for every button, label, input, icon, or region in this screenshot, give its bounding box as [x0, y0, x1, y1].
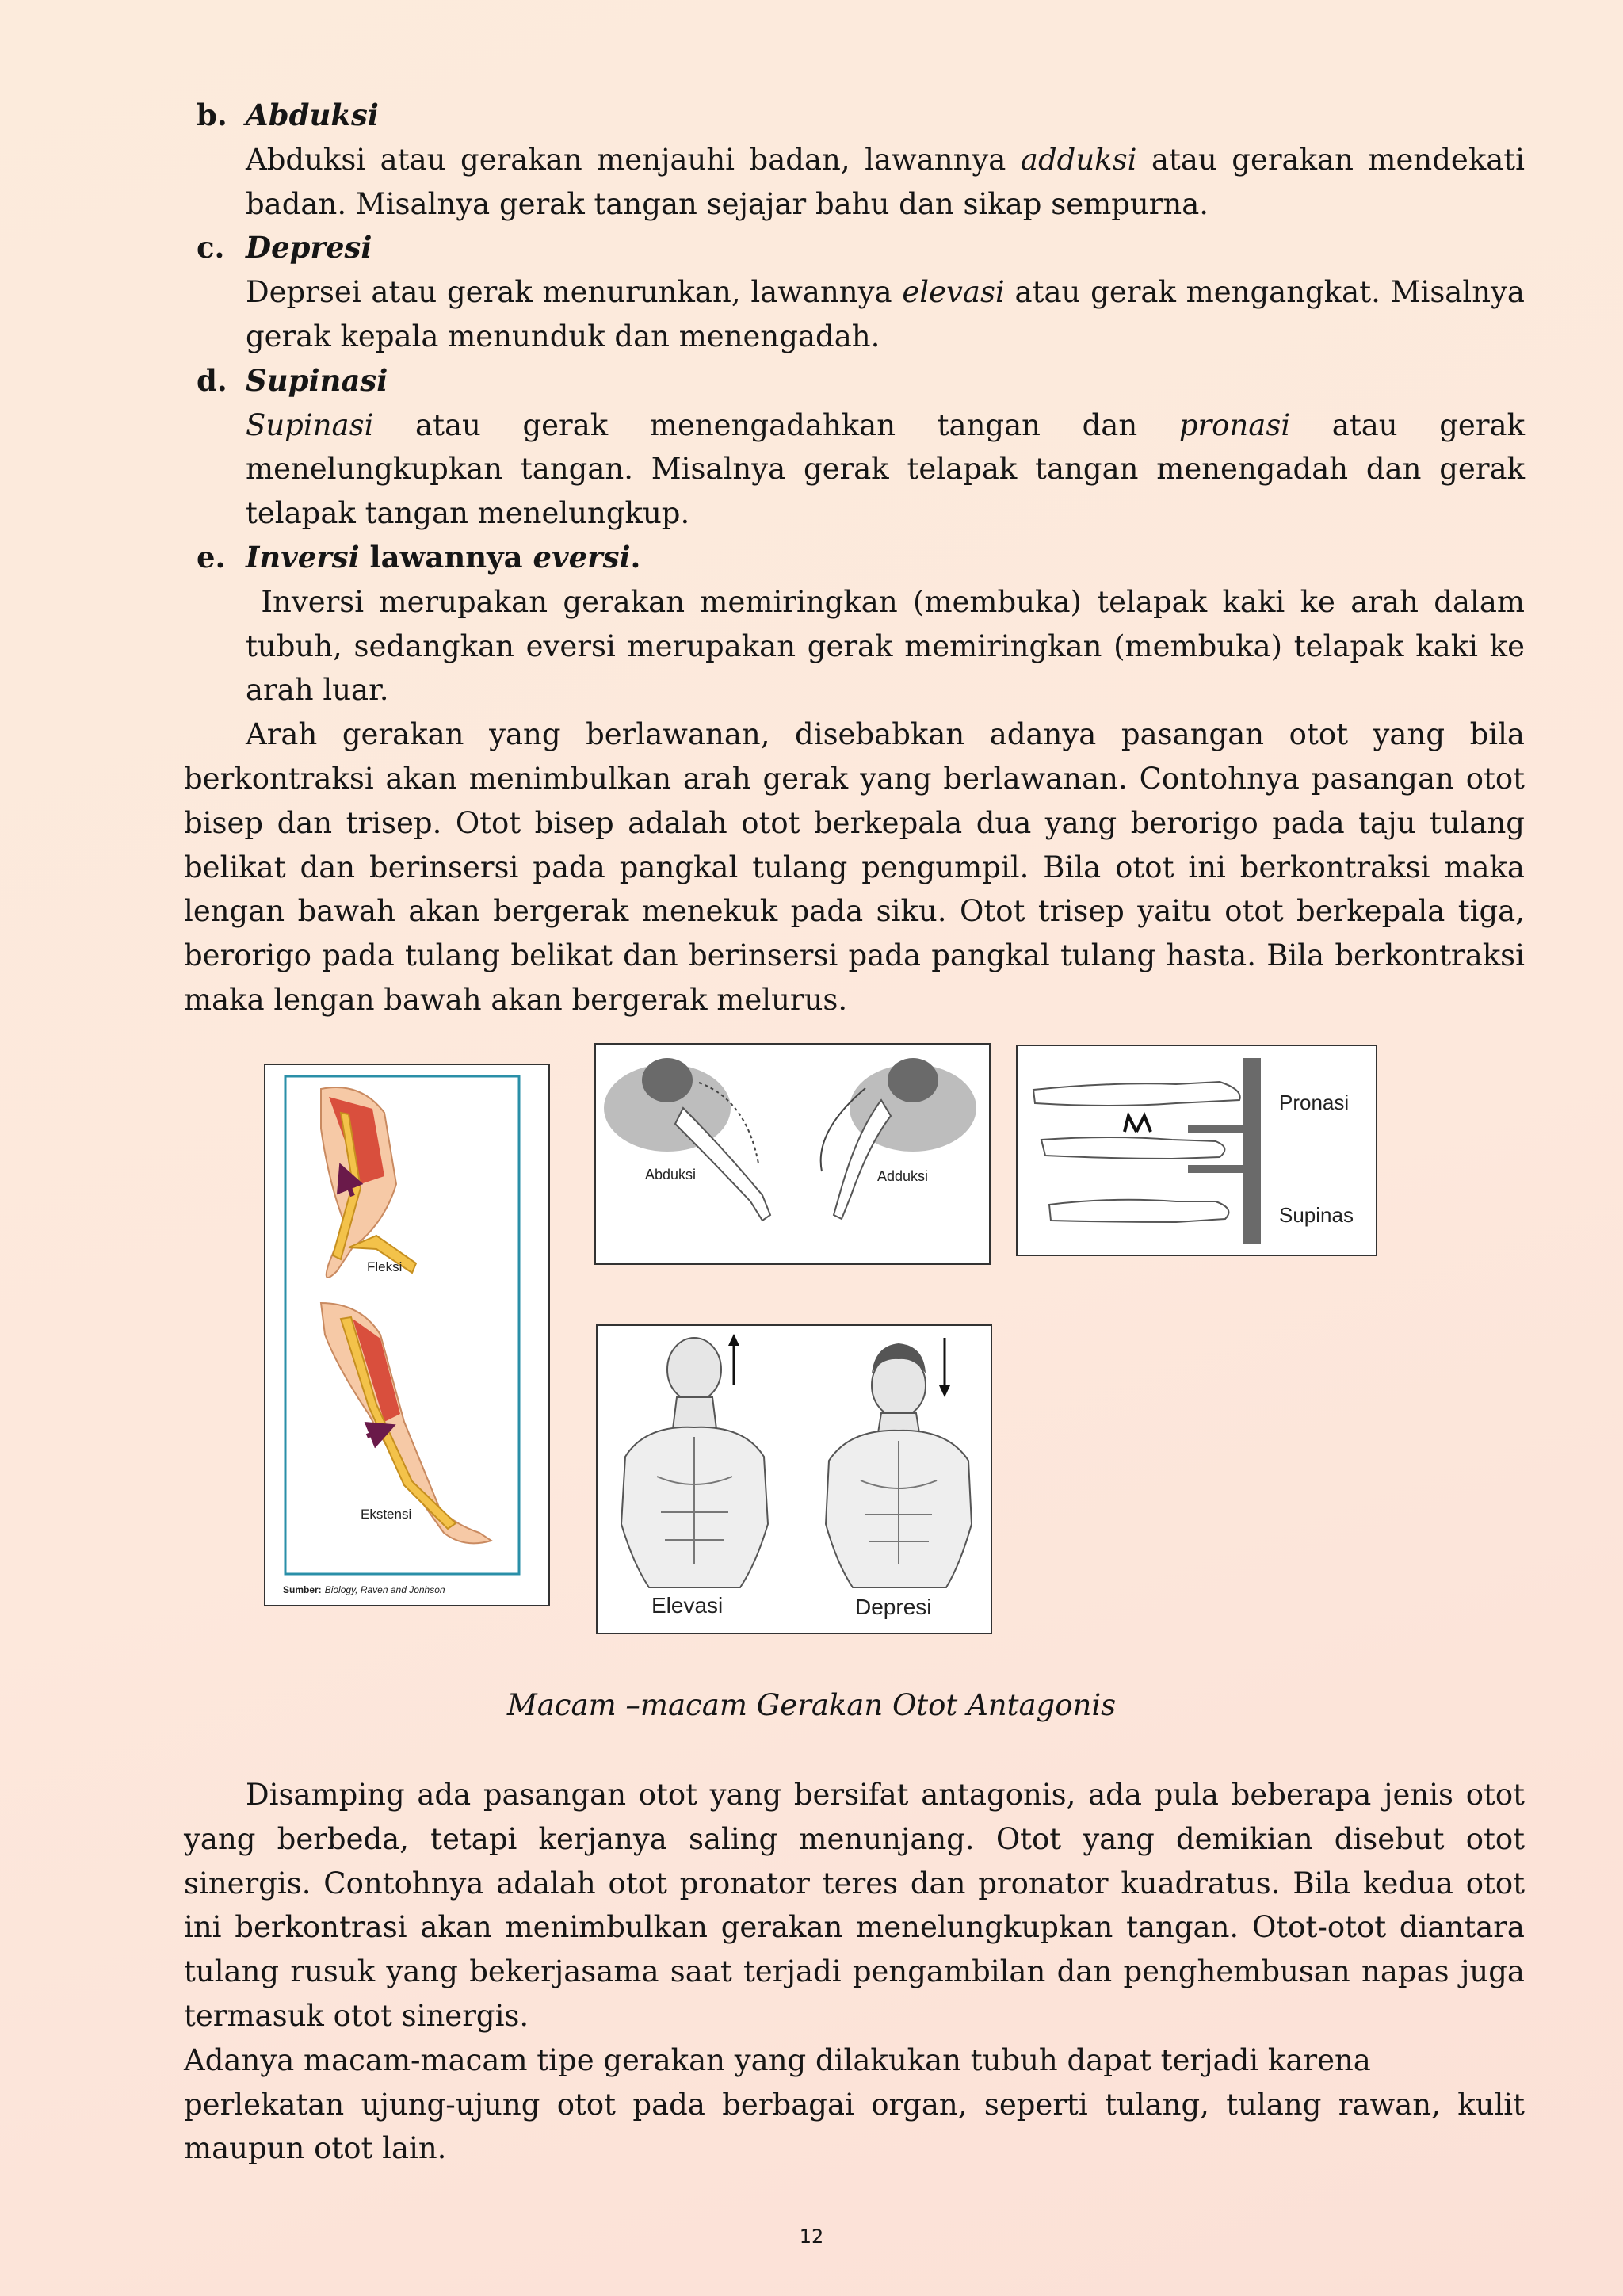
arm-illustration	[596, 1045, 989, 1263]
wall-bar	[1243, 1058, 1261, 1244]
italic-term: elevasi	[902, 275, 1005, 310]
paragraph-antagonis: Arah gerakan yang berlawanan, disebabkan adanya pasangan otot yang bila berkontraksi akan menimbulkan arah gerak yang berlawanan. Contohnya pasangan otot bisep dan trisep. Otot bisep adalah otot berkepala dua yang berorigo pada taju tulang belikat dan berinsersi pada pangkal tulang pengumpil. Bila otot ini berkontraksi maka lengan bawah akan bergerak menekuk pada siku. Otot trisep yaitu otot berkepala tiga, berorigo pada tulang belikat dan berinsersi pada pangkal tulang hasta. Bila berkontraksi maka lengan bawah akan bergerak melurus.	[184, 717, 1525, 1017]
label-adduksi: Adduksi	[877, 1168, 929, 1184]
text-span: atau gerakan mendekati badan. Misalnya gerak tangan sejajar bahu dan sikap sempurna.	[246, 142, 1526, 221]
label-abduksi: Abduksi	[645, 1167, 697, 1182]
italic-term: Inversi	[246, 539, 360, 575]
italic-term: adduksi	[1020, 142, 1137, 177]
depression-figure-icon	[826, 1338, 972, 1587]
text-span: atau gerak menengadahkan tangan dan	[373, 407, 1179, 442]
italic-term: eversi	[533, 539, 631, 575]
list-body-abduksi	[184, 138, 1525, 227]
list-heading: Supinasi	[246, 362, 388, 398]
source-credit	[283, 1584, 445, 1595]
paragraph-perlekatan-line2: perlekatan ujung-ujung otot pada berbagai organ, seperti tulang, tulang rawan, kulit maupun otot lain.	[184, 2087, 1525, 2166]
forearm-illustration	[1018, 1046, 1376, 1255]
bottom-text	[184, 1773, 1525, 2171]
list-item-abduksi	[184, 94, 1525, 138]
list-body-supinasi	[184, 403, 1525, 536]
text-span: Deprsei atau gerak menurunkan, lawannya	[246, 275, 903, 310]
main-text	[184, 94, 1534, 1022]
list-marker: d.	[197, 362, 227, 398]
list-body-depresi	[184, 270, 1525, 359]
source-text: Biology, Raven and Jonhson	[324, 1584, 445, 1595]
list-marker: e.	[197, 539, 226, 575]
frame-border	[285, 1076, 519, 1574]
list-heading: Depresi	[246, 230, 372, 266]
text-span: .	[630, 539, 641, 575]
leg-flexed-icon	[321, 1087, 416, 1278]
page-number: 12	[799, 2225, 824, 2248]
list-item-inversi	[184, 536, 1525, 580]
label-ekstensi: Ekstensi	[361, 1507, 412, 1522]
italic-term: pronasi	[1178, 407, 1291, 442]
italic-term: Supinasi	[246, 407, 374, 442]
label-fleksi: Fleksi	[367, 1259, 403, 1274]
label-supinas: Supinas	[1279, 1203, 1354, 1227]
source-label: Sumber:	[283, 1584, 322, 1595]
paragraph-perlekatan-line1: Adanya macam-macam tipe gerakan yang dilakukan tubuh dapat terjadi karena	[184, 2042, 1371, 2077]
forearm-prone-icon	[1033, 1082, 1240, 1106]
figure-head-elevation	[596, 1324, 992, 1634]
list-marker: b.	[197, 97, 227, 132]
list-item-depresi	[184, 226, 1525, 270]
figure-forearm-pronation	[1016, 1045, 1377, 1256]
text-span: atau gerak mengangkat. Misalnya gerak kepala menunduk dan menengadah.	[246, 275, 1525, 353]
forearm-supine-icon	[1049, 1200, 1228, 1222]
figure-caption: Macam –macam Gerakan Otot Antagonis	[506, 1688, 1117, 1722]
figure-leg-flexion	[264, 1064, 550, 1606]
head-illustration	[598, 1326, 991, 1633]
list-item-supinasi	[184, 359, 1525, 403]
leg-illustration	[265, 1065, 548, 1605]
text-span: atau gerak menelungkupkan tangan. Misalnya gerak telapak tangan menengadah dan gerak telapak tangan menelungkup.	[246, 407, 1525, 531]
list-heading: Abduksi	[246, 97, 379, 132]
abduction-figure-icon	[604, 1058, 770, 1221]
text-span: lawannya	[359, 539, 533, 575]
text-span: Abduksi atau gerakan menjauhi badan, lawannya	[246, 142, 1021, 177]
figure-arm-abduction	[594, 1043, 991, 1265]
forearm-mid-icon	[1041, 1116, 1224, 1159]
label-elevasi: Elevasi	[651, 1593, 724, 1618]
paragraph-sinergis: Disamping ada pasangan otot yang bersifat antagonis, ada pula beberapa jenis otot yang berbeda, tetapi kerjanya saling menunjang. Otot yang demikian disebut otot sinergis. Contohnya adalah otot pronator teres dan pronator kuadratus. Bila kedua otot ini berkontrasi akan menimbulkan gerakan menelungkupkan tangan. Otot-otot diantara tulang rusuk yang bekerjasama saat terjadi pengambilan dan penghembusan napas juga termasuk otot sinergis.	[184, 1778, 1525, 2033]
label-depresi: Depresi	[855, 1595, 932, 1619]
list-marker: c.	[197, 230, 225, 266]
list-heading	[246, 536, 640, 580]
elevation-figure-icon	[621, 1334, 768, 1587]
label-pronasi: Pronasi	[1279, 1091, 1350, 1114]
adduction-figure-icon	[821, 1058, 976, 1219]
list-body-inversi: Inversi merupakan gerakan memiringkan (membuka) telapak kaki ke arah dalam tubuh, sedangkan eversi merupakan gerak memiringkan (membuka) telapak kaki ke arah luar.	[246, 584, 1534, 708]
